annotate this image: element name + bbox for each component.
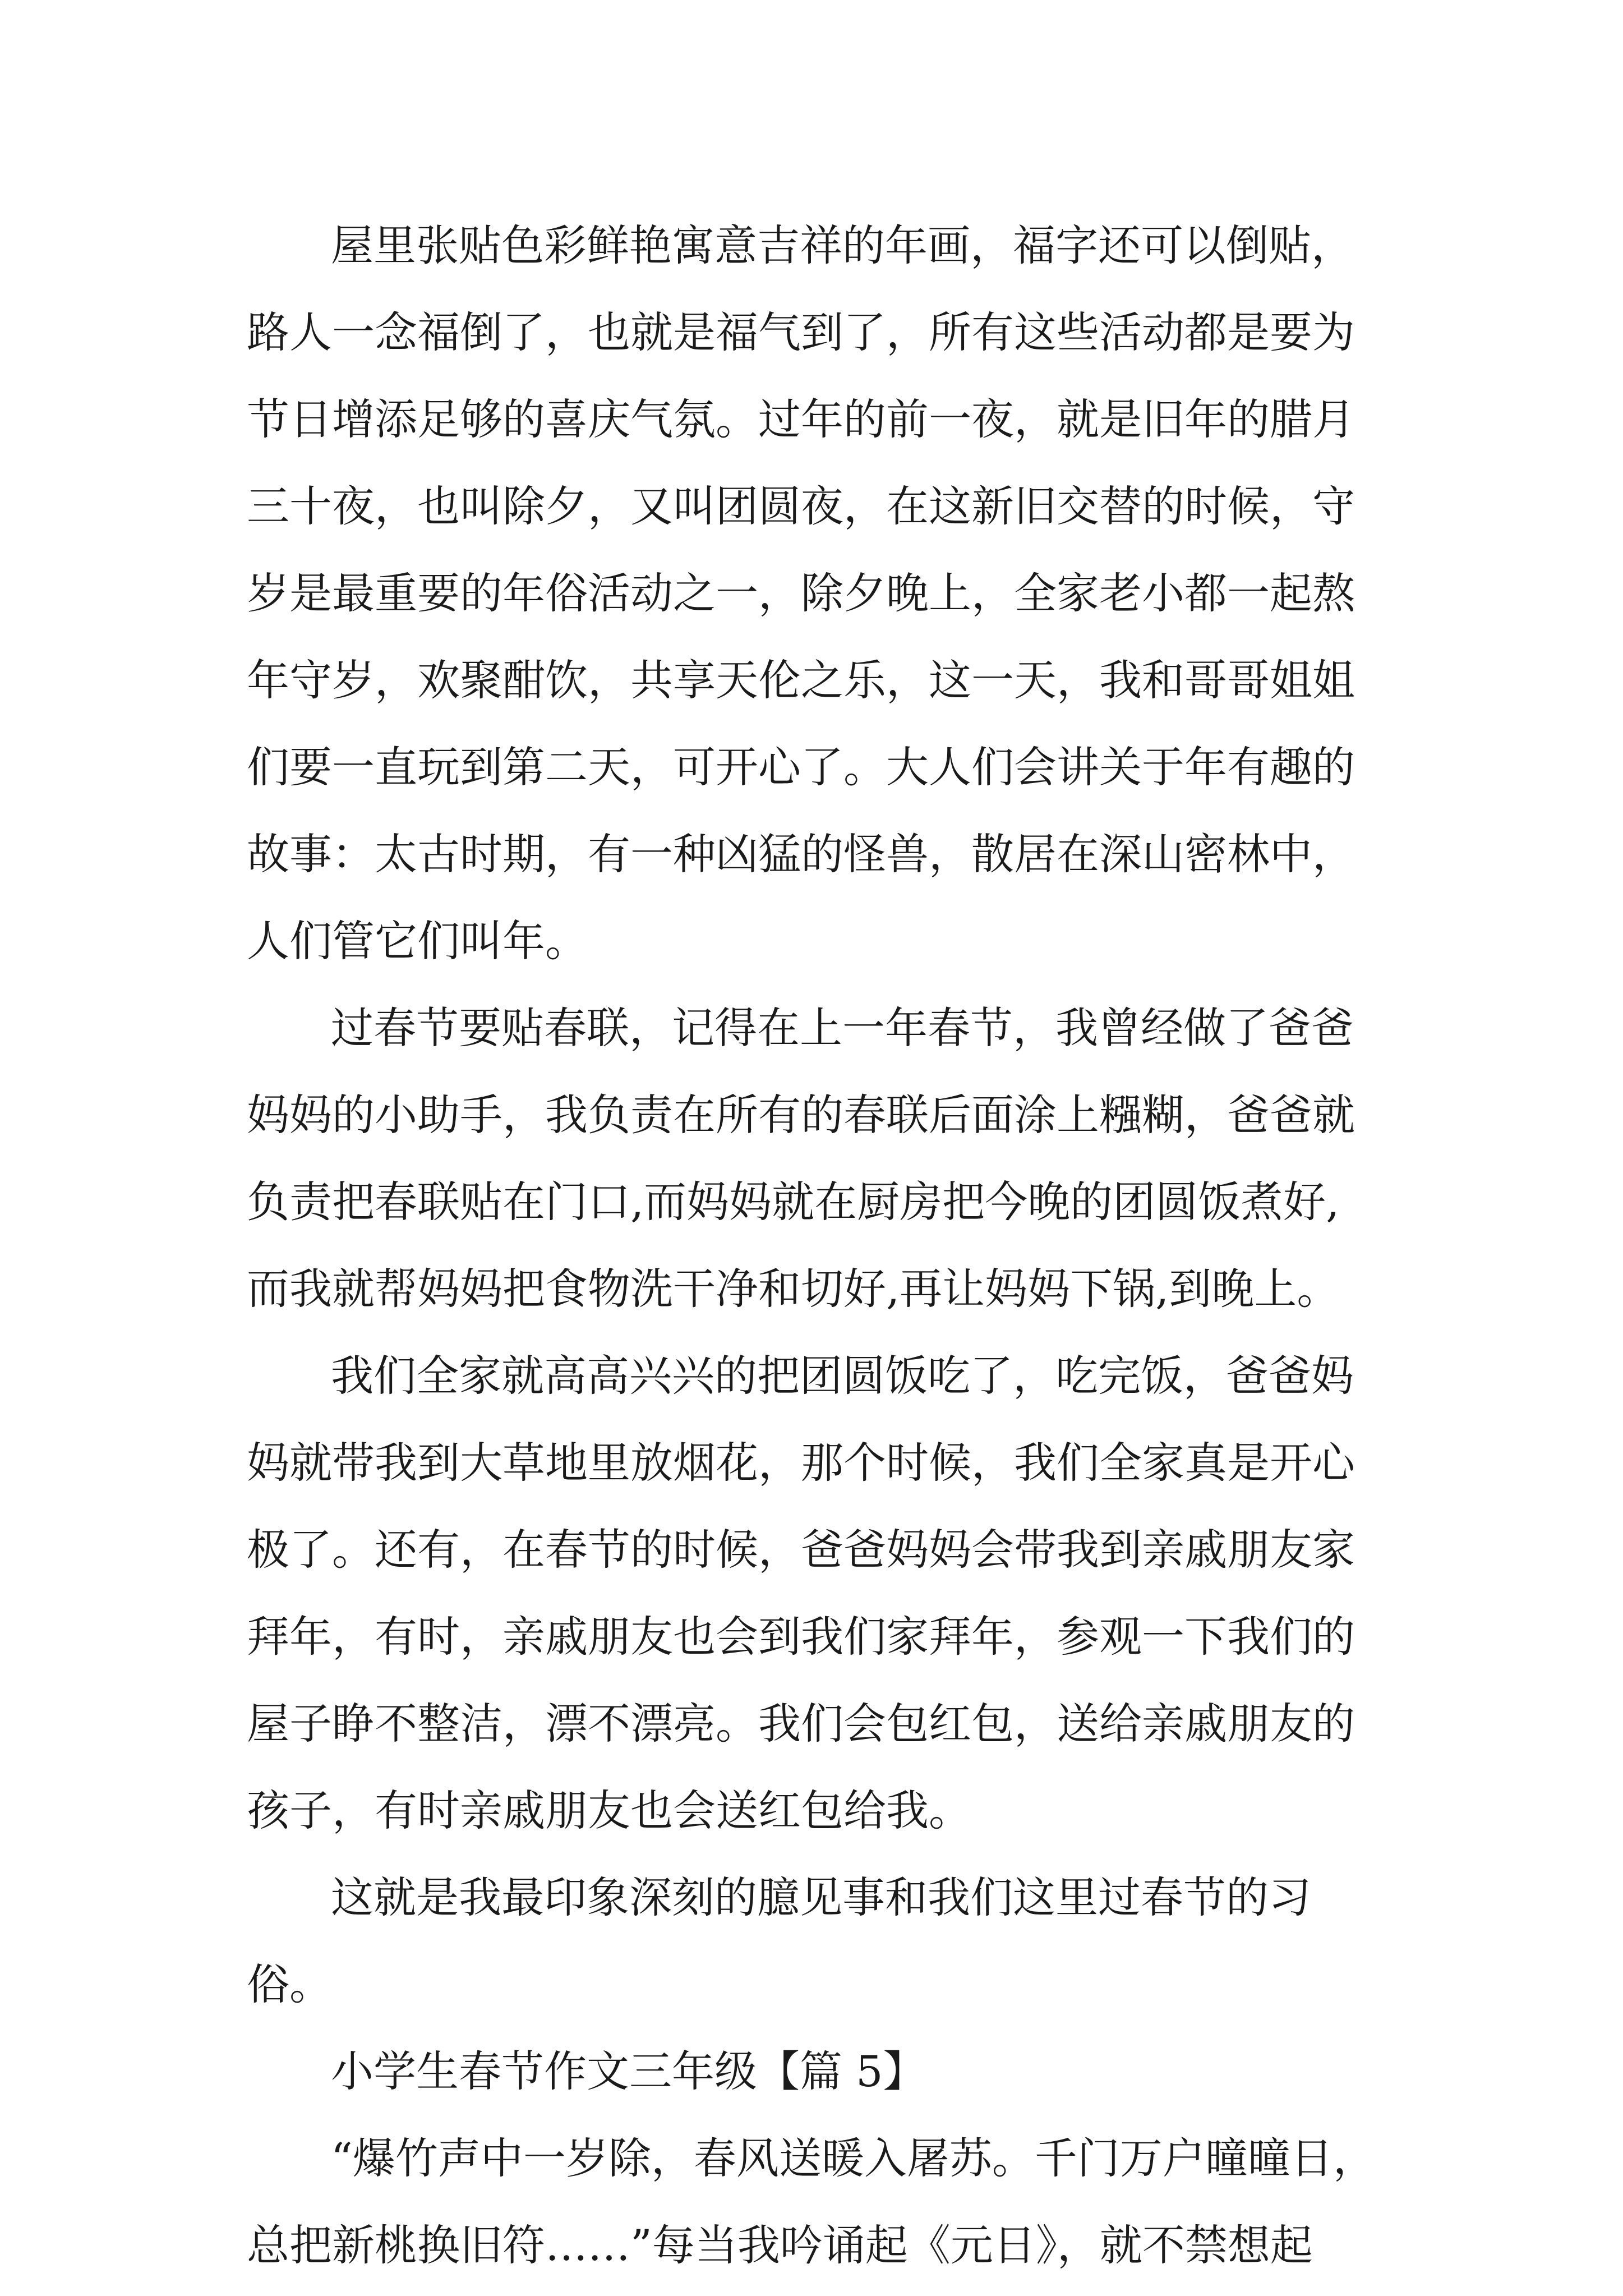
text-line: 们要一直玩到第二天，可开心了。大人们会讲关于年有趣的 <box>247 742 1355 792</box>
text-line: 人们管它们叫年。 <box>247 916 588 966</box>
text-line: “爆竹声中一岁除，春风送暖入屠苏。千门万户曈曈日， <box>331 2133 1376 2183</box>
text-line: 拜年，有时，亲戚朋友也会到我们家拜年，参观一下我们的 <box>247 1612 1355 1662</box>
document-body <box>247 202 1380 2289</box>
text-line: 负责把春联贴在门口,而妈妈就在厨房把今晚的团圆饭煮好, <box>247 1177 1340 1227</box>
text-line: 妈妈的小助手，我负责在所有的春联后面涂上糨糊，爸爸就 <box>247 1090 1355 1140</box>
text-line: 屋里张贴色彩鲜艳寓意吉祥的年画，福字还可以倒贴， <box>331 220 1354 270</box>
paragraph-conclusion <box>247 1854 1380 2028</box>
text-line: 年守岁，欢聚酣饮，共享天伦之乐，这一天，我和哥哥姐姐 <box>247 655 1355 705</box>
paragraph-reunion-dinner <box>247 1332 1380 1854</box>
text-line: 故事：太古时期，有一种凶猛的怪兽，散居在深山密林中， <box>247 829 1355 879</box>
text-line: 岁是最重要的年俗活动之一，除夕晚上，全家老小都一起熬 <box>247 568 1355 618</box>
text-line: 极了。还有，在春节的时候，爸爸妈妈会带我到亲戚朋友家 <box>247 1525 1355 1575</box>
text-line: 孩子，有时亲戚朋友也会送红包给我。 <box>247 1786 971 1835</box>
paragraph-new-year-customs <box>247 202 1380 984</box>
text-line: 这就是我最印象深刻的臆见事和我们这里过春节的习 <box>331 1872 1311 1922</box>
paragraph-couplets <box>247 984 1380 1332</box>
text-line: 俗。 <box>247 1959 332 2009</box>
section-heading: 小学生春节作文三年级【篇 5】 <box>331 2046 926 2096</box>
text-line: 屋子睁不整洁，漂不漂亮。我们会包红包，送给亲戚朋友的 <box>247 1699 1355 1749</box>
paragraph-poem-intro <box>247 2115 1380 2289</box>
text-line: 妈就带我到大草地里放烟花，那个时候，我们全家真是开心 <box>247 1438 1355 1488</box>
text-line: 过春节要贴春联，记得在上一年春节，我曾经做了爸爸 <box>331 1003 1354 1053</box>
text-line: 而我就帮妈妈把食物洗干净和切好,再让妈妈下锅,到晚上。 <box>247 1264 1340 1314</box>
text-line: 我们全家就高高兴兴的把团圆饭吃了，吃完饭，爸爸妈 <box>331 1351 1354 1401</box>
text-line: 节日增添足够的喜庆气氛。过年的前一夜，就是旧年的腊月 <box>247 394 1355 444</box>
text-line: 路人一念福倒了，也就是福气到了，所有这些活动都是要为 <box>247 307 1355 357</box>
text-line: 总把新桃换旧符……”每当我吟诵起《元日》，就不禁想起 <box>247 2220 1313 2270</box>
text-line: 三十夜，也叫除夕，又叫团圆夜，在这新旧交替的时候，守 <box>247 481 1355 531</box>
